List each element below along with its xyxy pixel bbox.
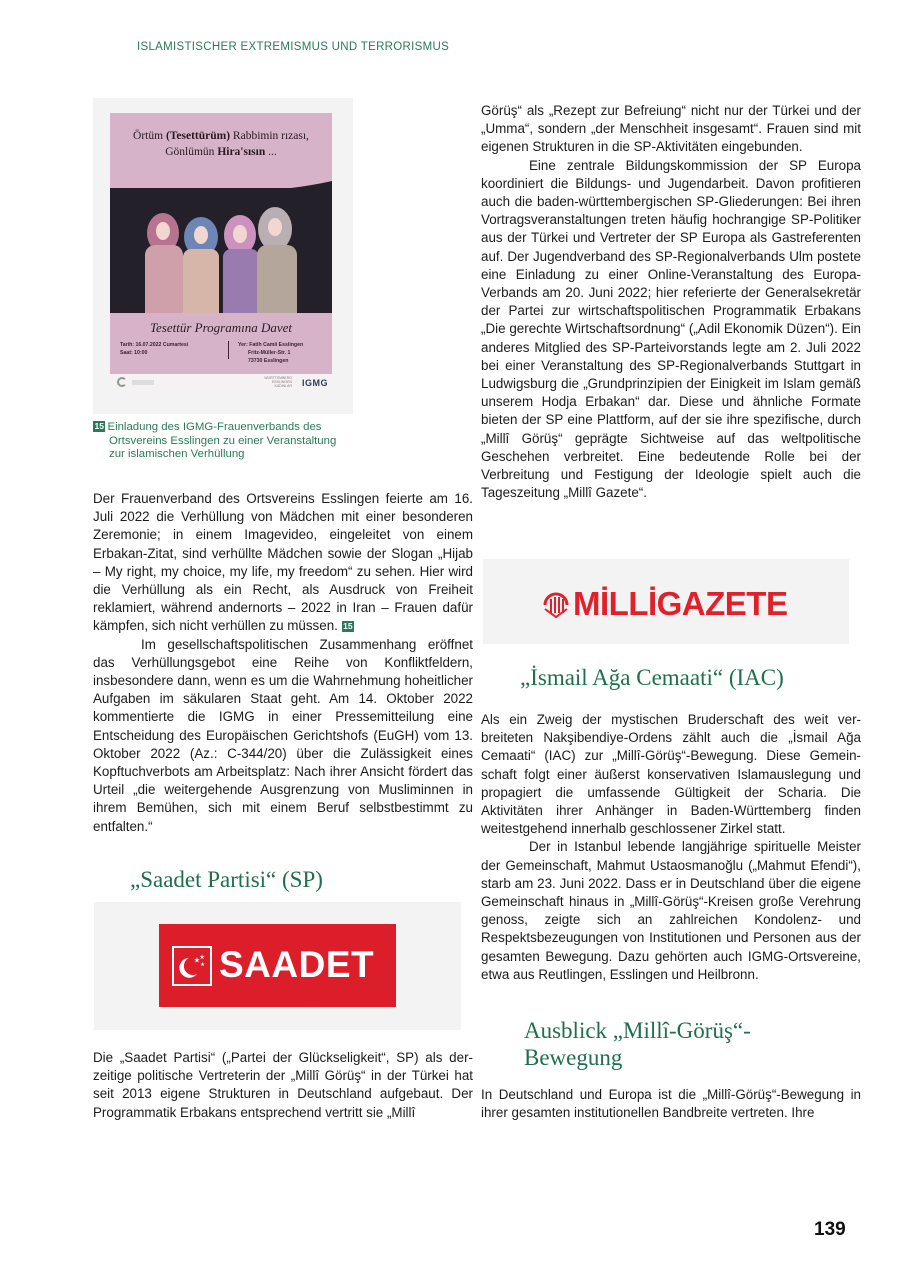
- poster-footer: [110, 374, 332, 391]
- sponsor-text-placeholder: [132, 380, 154, 385]
- svg-text:★: ★: [200, 962, 205, 968]
- milli-gazete-logo: [541, 584, 791, 624]
- poster-separator: [228, 341, 229, 359]
- right-column-body: [481, 102, 861, 502]
- page-number: 139: [814, 1219, 846, 1240]
- left-column-body-continued: [93, 1049, 473, 1122]
- saadet-logo: [159, 924, 396, 1007]
- paragraph: Görüş“ als „Rezept zur Befreiung“ nicht nur der Türkei und der „Umma“, sondern „der Menschheit insgesamt“. Frauen sind mit eigenen Strukturen in die SP-Aktivitäten eingebunden.: [481, 103, 861, 155]
- igmg-logo: IGMG: [302, 378, 328, 388]
- poster-wave-shape: [110, 173, 332, 203]
- poster-venue: Yer: Fatih Camii Esslingen Fritz-Müller-Str. 1 73730 Esslingen: [238, 342, 304, 364]
- poster-invitation-title: Tesettür Programına Davet: [149, 320, 293, 335]
- milli-gazete-emblem-icon: [541, 589, 571, 619]
- running-head: ISLAMISTISCHER EXTREMISMUS UND TERRORISMUS: [137, 41, 450, 53]
- women-illustration-icon: [135, 205, 310, 330]
- right-column-body-iac: [481, 711, 861, 984]
- section-heading-outlook: Ausblick „Millî-Görüş“- Bewegung: [524, 1018, 751, 1070]
- paragraph: Im gesellschaftspolitischen Zusammenhang eröffnet das Verhüllungsgebot eine Reihe von Konfliktfeldern, insbesondere dann, wenn es um die Wahrnehmung hoheitlicher Aufgaben im säkularen Staat geht. Am 14. Oktober 2022 kommentierte die IGMG in einer Pressemitteilung eine Entscheidung des Europäischen Gerichtshofs (EuGH) vom 13. Oktober 2022 (Az.: C-344/20) über die Zulässigkeit eines Kopftuchverbots am Arbeitsplatz: Nach ihrer Ansicht fördert das Urteil „die weitergehende Ausgrenzung von Musliminnen in ihrem Bemühen, sich mit einem Beruf selbstbestimmt zu entfalten.“: [93, 636, 473, 834]
- paragraph: Eine zentrale Bildungskommission der SP Europa koordiniert die Bildungs- und Jugendarbeit. Davon profitieren auch die baden-württembergischen SP-Gliederungen: Bei ihren Vortragsveranstaltungen treten häufig hochrangige SP-Politiker aus der Türkei und Vertreter der SP Europa als Gastreferenten auf. Der Jugendverband des SP-Regionalverbands Ulm postete eine Einladung zu einer Online-Veranstaltung des Europa-Verbands am 20. Juni 2022; hier referierte der Generalsekretär der Partei zur wirtschaftspolitischen Programmatik Erbakans „Die gerechte Wirtschaftsordnung“ („Adil Ekonomik Düzen“). Ein anderes Mitglied des SP-Parteivorstands legte am 2. Juli 2022 bei einer Veranstaltung des SP-Regionalverbands Stuttgart in Ludwigsburg die „Grundprinzipien der Einigkeit im Islam gemäß unserem Hodja Erbakan“ dar. Diese und ähnliche Formate bieten der SP eine Plattform, auf der sie ihre spezifische, durch „Millî Görüş“ geprägte Sichtweise auf das weltpolitische Geschehen verbreitet. Eine bedeutende Rolle bei der Verbreitung und Festigung der Ideologie spielt auch die Tageszeitung „Millî Gazete“.: [481, 157, 861, 501]
- saadet-logo-text: SAADET: [219, 944, 375, 985]
- poster-title: Örtüm (Tesettürüm) Rabbimin rızası, Gönlümün Hira'sısın ...: [133, 130, 309, 158]
- figure-caption: 15 Einladung des IGMG-Frauenverbands des Ortsvereins Esslingen zu einer Veranstaltung zur islamischen Verhüllung: [94, 421, 337, 460]
- paragraph: Der in Istanbul lebende langjährige spirituelle Meister der Gemeinschaft, Mahmut Ustaosmanoğlu („Mahmut Efendi“), starb am 23. Juni 2022. Dass er in Deutschland über die eigene Gemeinschaft hinaus in „Millî-Görüş“-Kreisen große Verehrung genoss, zeigte sich an zahlreichen Kondolenz- und Respektsbezeugungen von Institutionen und Personen aus der gesamten Bewegung. Dazu gehörten auch IGMG-Ortsvereine, etwa aus Reutlingen, Esslingen und Heilbronn.: [481, 839, 861, 982]
- left-column-body: [93, 490, 473, 836]
- svg-text:★: ★: [199, 953, 205, 961]
- paragraph: Die „Saadet Partisi“ („Partei der Glückseligkeit“, SP) als derzeitige politische Vertreterin der „Millî Görüş“ in der Türkei hat seit 2013 eigene Strukturen in Deutschland aufgebaut. Der Programmatik Erbakans entsprechend vertritt sie „Millî: [93, 1050, 473, 1120]
- figure-number-badge: 15: [94, 421, 104, 431]
- crescent-stars-icon: [172, 946, 212, 986]
- svg-text:★: ★: [193, 955, 201, 965]
- section-heading-saadet: „Saadet Partisi“ (SP): [130, 867, 323, 892]
- poster-image: [110, 113, 332, 391]
- igmg-subtitle: WÜRTTEMBERG ESSLINGEN KADINLAR: [264, 376, 292, 388]
- figure-reference-badge: 15: [343, 621, 353, 632]
- poster-date-time: Tarih: 16.07.2022 Cumartesi Saat: 10:00: [120, 342, 189, 356]
- paragraph: Als ein Zweig der mystischen Bruderschaft des weit verbreiteten Nakşibendiye-Ordens zählt auch die „İsmail Ağa Cemaati“ (IAC) zur „Millî-Görüş“-Bewegung. Diese Gemeinschaft folgt einer äußerst konservativen Islamauslegung und propagiert die umfassende Gültigkeit der Scharia. Die Aktivitäten ihrer Anhänger in Baden-Württemberg finden weitestgehend innerhalb geschlossener Zirkel statt.: [481, 712, 861, 837]
- right-column-body-outlook: [481, 1086, 861, 1122]
- sponsor-logo-icon: [117, 377, 127, 387]
- paragraph: Der Frauenverband des Ortsvereins Esslingen feierte am 16. Juli 2022 die Verhüllung von Mädchen mit einer besonderen Zeremonie; in einem Imagevideo, eingeleitet von einem Erbakan-Zitat, sind verhüllte Mädchen sowie der Slogan „Hijab – My right, my choice, my life, my freedom“ zu sehen. Hier wird die Verhüllung als ein Recht, als Ausdruck von Freiheit reklamiert, während andernorts – 2022 in Iran – Frauen dafür kämpfen, sich nicht verhüllen zu müssen. 15: [93, 491, 473, 634]
- milli-gazete-logo-text: MİLLİGAZETE: [573, 585, 788, 622]
- paragraph: In Deutschland und Europa ist die „Millî-Görüş“-Bewegung in ihrer gesamten institutionellen Bandbreite vertreten. Ihre: [481, 1087, 861, 1121]
- section-heading-iac: „İsmail Ağa Cemaati“ (IAC): [520, 665, 784, 690]
